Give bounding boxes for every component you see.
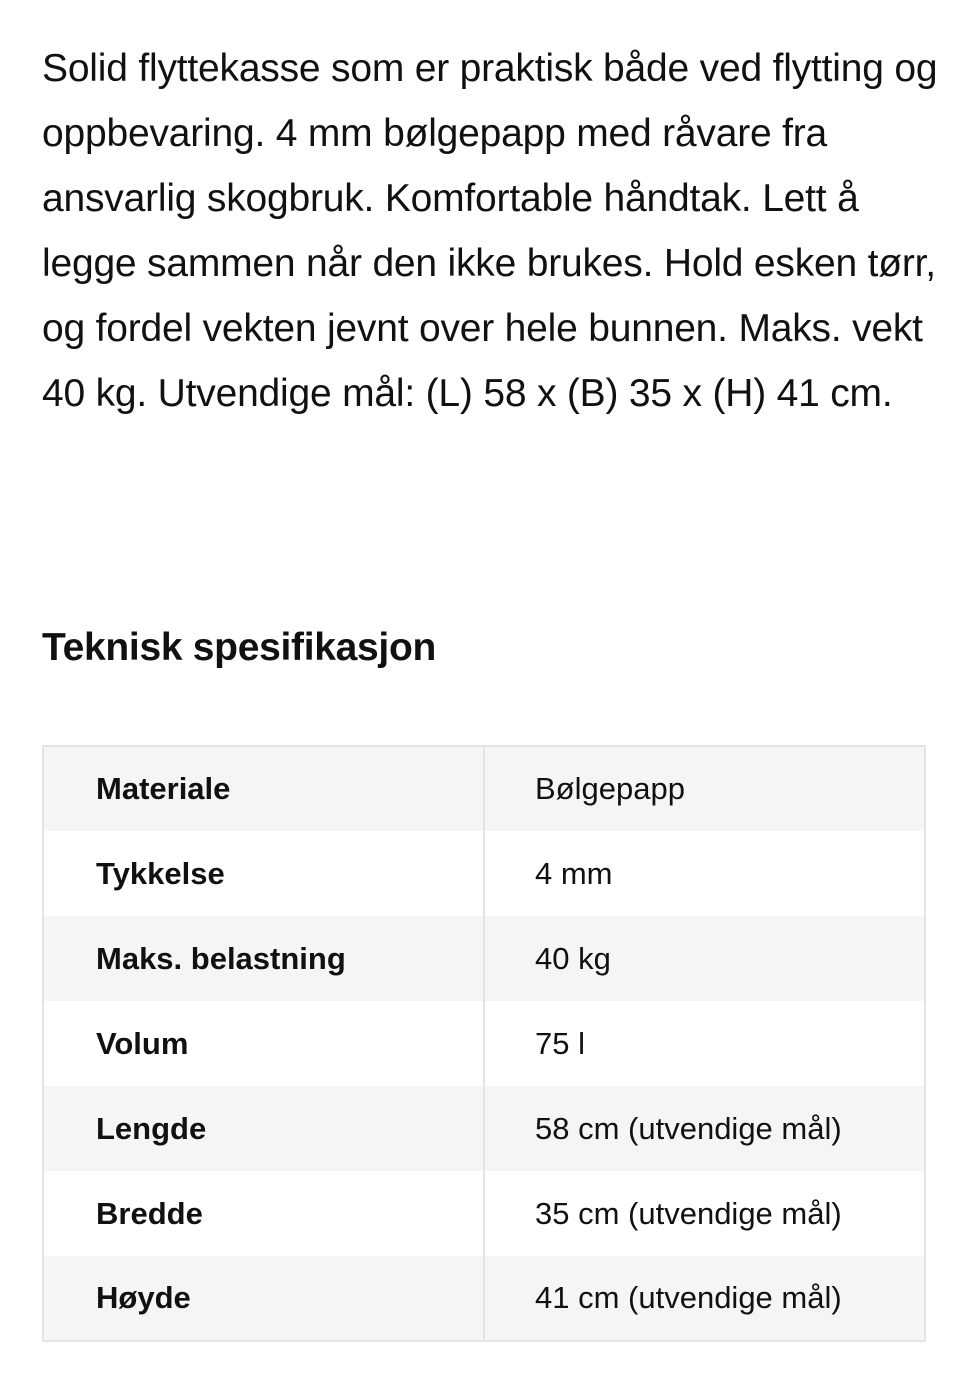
spec-row-volum bbox=[43, 1001, 925, 1086]
spec-label: Lengde bbox=[43, 1086, 484, 1171]
spec-value: Bølgepapp bbox=[535, 771, 685, 806]
spec-row-hoyde bbox=[43, 1256, 925, 1341]
spec-label: Tykkelse bbox=[43, 831, 484, 916]
spec-heading: Teknisk spesifikasjon bbox=[42, 626, 436, 669]
spec-row-maks-belastning bbox=[43, 916, 925, 1001]
spec-label: Bredde bbox=[43, 1171, 484, 1256]
spec-value: 58 cm (utvendige mål) bbox=[535, 1110, 842, 1146]
spec-value: 75 l bbox=[535, 1025, 585, 1061]
spec-row-materiale bbox=[43, 746, 925, 831]
spec-value: 35 cm (utvendige mål) bbox=[535, 1195, 842, 1231]
spec-label: Volum bbox=[43, 1001, 484, 1086]
spec-label: Høyde bbox=[43, 1256, 484, 1341]
spec-label: Materiale bbox=[43, 746, 484, 831]
spec-table bbox=[42, 745, 926, 1342]
spec-row-lengde bbox=[43, 1086, 925, 1171]
product-description: Solid flyttekasse som er praktisk både ved flytting og oppbevaring. 4 mm bølgepapp med råvare fra ansvarlig skogbruk. Komfortable håndtak. Lett å legge sammen når den ikke brukes. Hold esken tørr, og fordel vekten jevnt over hele bunnen. Maks. vekt 40 kg. Utvendige mål: (L) 58 x (B) 35 x (H) 41 cm. bbox=[42, 47, 938, 415]
spec-value: 40 kg bbox=[535, 940, 611, 976]
spec-value: 41 cm (utvendige mål) bbox=[535, 1280, 842, 1315]
spec-label: Maks. belastning bbox=[43, 916, 484, 1001]
spec-row-tykkelse bbox=[43, 831, 925, 916]
spec-row-bredde bbox=[43, 1171, 925, 1256]
spec-value: 4 mm bbox=[535, 855, 613, 891]
